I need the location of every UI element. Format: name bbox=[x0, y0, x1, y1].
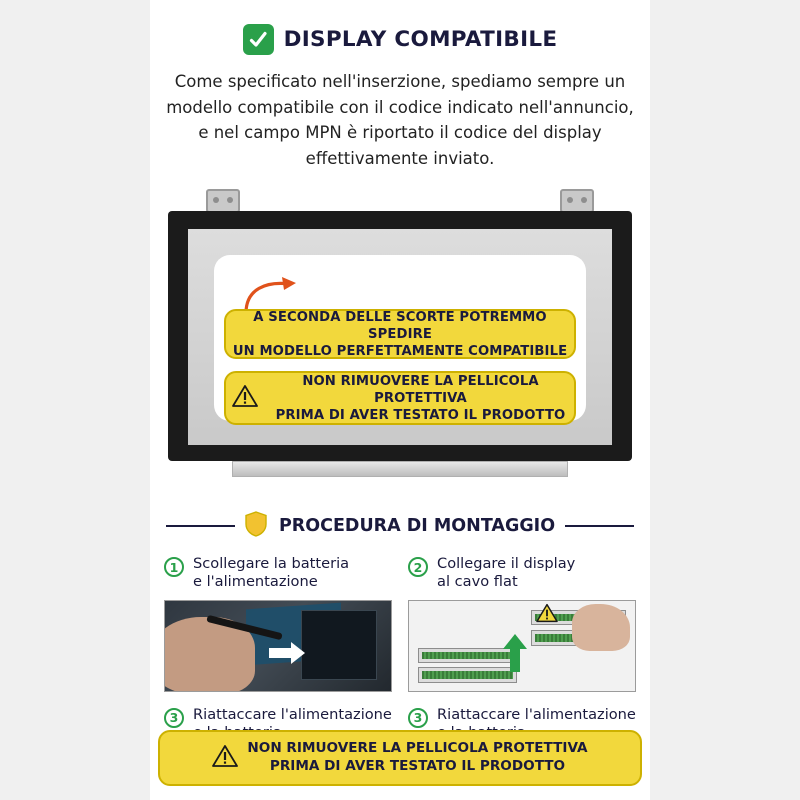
step-2 bbox=[408, 555, 636, 591]
mini-warning-triangle-icon bbox=[536, 603, 558, 627]
step-1-line-1: Scollegare la batteria bbox=[193, 555, 350, 573]
film-warning-line-1: NON RIMUOVERE LA PELLICOLA PROTETTIVA bbox=[302, 373, 539, 406]
step-number-3-right: 3 bbox=[408, 708, 428, 728]
bottom-banner-line-2: PRIMA DI AVER TESTATO IL PRODOTTO bbox=[269, 758, 566, 774]
bottom-banner-line-1: NON RIMUOVERE LA PELLICOLA PROTETTIVA bbox=[247, 740, 588, 757]
step-3-left-line-1: Riattaccare l'alimentazione bbox=[193, 705, 392, 723]
stock-note-line-1: A SECONDA DELLE SCORTE POTREMMO SPEDIRE bbox=[253, 309, 547, 342]
steps-top-row bbox=[164, 555, 636, 691]
display-illustration bbox=[164, 189, 636, 489]
intro-line-3: e nel campo MPN è riportato il codice del display bbox=[198, 123, 602, 143]
intro-paragraph bbox=[162, 69, 638, 171]
flat-connector-1 bbox=[418, 648, 517, 663]
stock-note-line-2: UN MODELLO PERFETTAMENTE COMPATIBILE bbox=[232, 343, 568, 359]
step-2-line-2: al cavo flat bbox=[437, 573, 518, 591]
panel-bottom-strip bbox=[232, 461, 568, 477]
intro-line-4: effettivamente inviato. bbox=[305, 148, 495, 168]
divider-right bbox=[565, 525, 634, 527]
step-number-3-left: 3 bbox=[164, 708, 184, 728]
content-column bbox=[150, 0, 650, 800]
step-1-line-2: e l'alimentazione bbox=[193, 573, 318, 591]
warning-triangle-icon bbox=[232, 384, 258, 412]
page-title: DISPLAY COMPATIBILE bbox=[283, 27, 558, 52]
step-1-photo bbox=[164, 600, 392, 692]
montaggio-title: PROCEDURA DI MONTAGGIO bbox=[278, 516, 556, 537]
step-column-2 bbox=[408, 555, 636, 691]
warning-triangle-icon bbox=[212, 744, 238, 772]
header bbox=[158, 24, 642, 55]
battery-shape bbox=[301, 610, 378, 680]
divider-left bbox=[166, 525, 235, 527]
film-warning-line-2: PRIMA DI AVER TESTATO IL PRODOTTO bbox=[275, 407, 566, 423]
flat-connector-2 bbox=[418, 667, 517, 682]
mounting-bracket-left-icon bbox=[206, 189, 240, 213]
step-number-1: 1 bbox=[164, 557, 184, 577]
step-2-photo bbox=[408, 600, 636, 692]
montaggio-header bbox=[166, 511, 634, 541]
bottom-warning-banner bbox=[158, 730, 642, 786]
step-1 bbox=[164, 555, 392, 591]
right-margin-rail bbox=[650, 0, 800, 800]
step-number-2: 2 bbox=[408, 557, 428, 577]
step-3-right-line-1: Riattaccare l'alimentazione bbox=[437, 705, 636, 723]
shield-icon bbox=[245, 511, 267, 541]
finger-shape bbox=[572, 604, 631, 651]
intro-line-2: modello compatibile con il codice indicato nell'annuncio, bbox=[166, 97, 634, 117]
step-column-1 bbox=[164, 555, 392, 691]
intro-line-1: Come specificato nell'inserzione, spediamo sempre un bbox=[174, 72, 626, 91]
film-warning-box bbox=[224, 371, 576, 425]
stock-note-box bbox=[224, 309, 576, 359]
step-2-line-1: Collegare il display bbox=[437, 555, 576, 573]
check-icon bbox=[243, 24, 274, 55]
mounting-bracket-right-icon bbox=[560, 189, 594, 213]
left-margin-rail bbox=[0, 0, 150, 800]
